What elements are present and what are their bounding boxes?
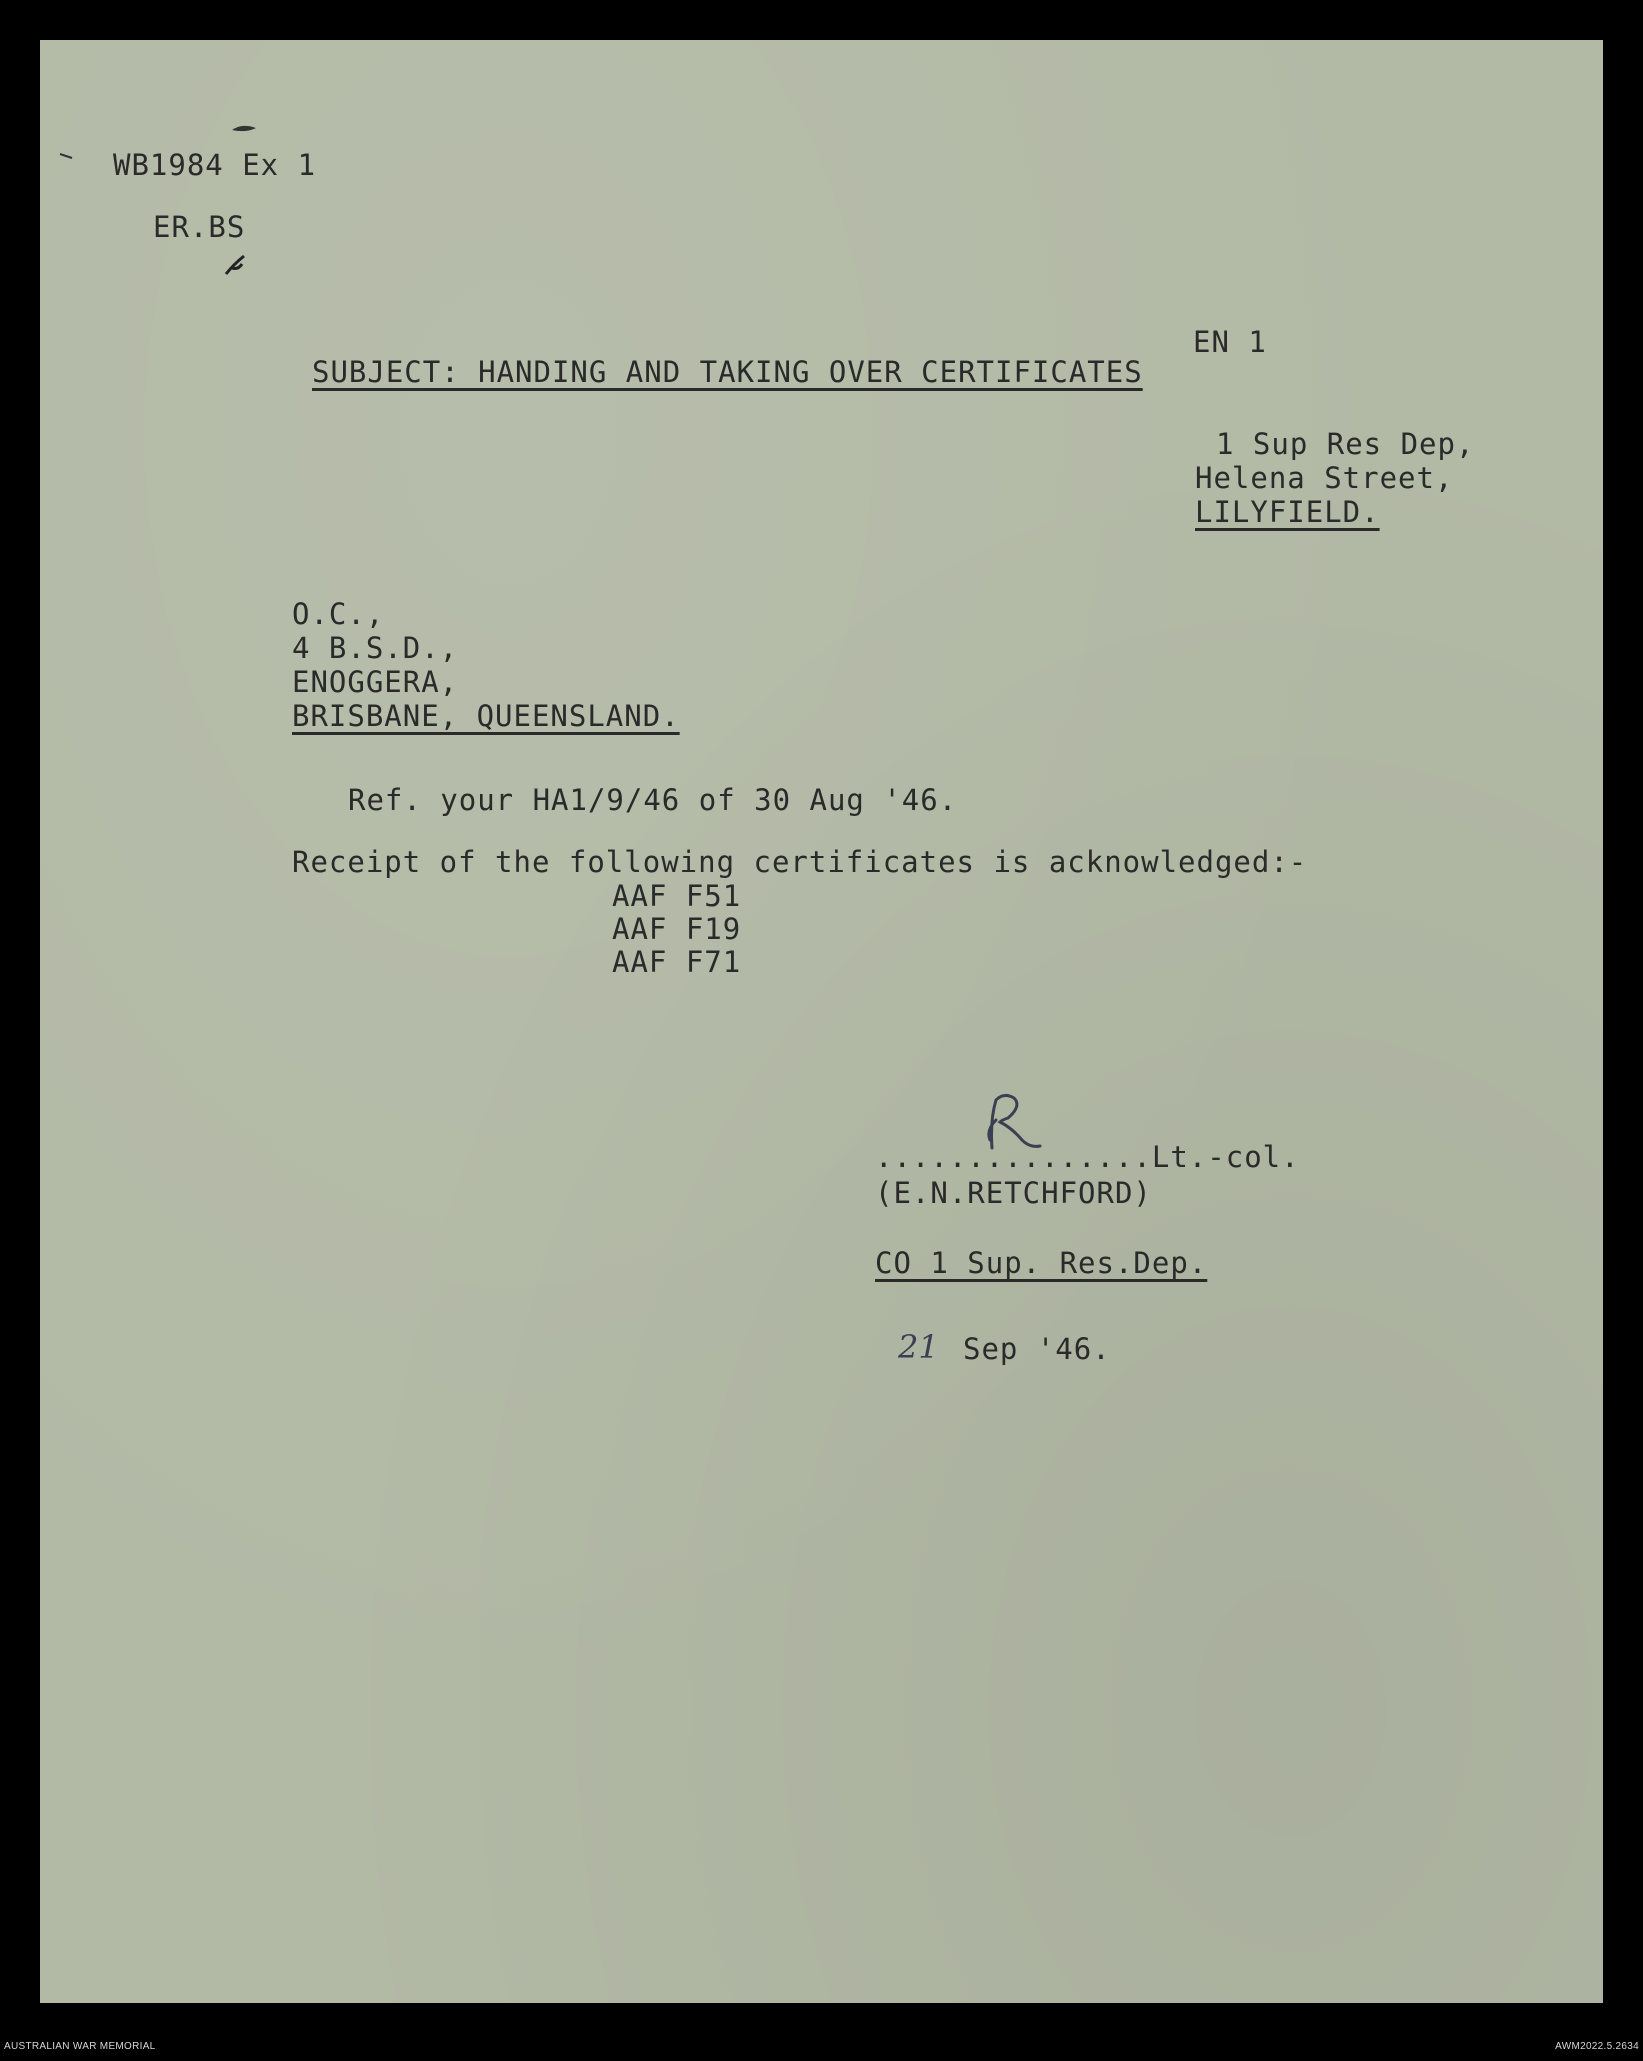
signatory-name: (E.N.RETCHFORD) xyxy=(875,1176,1152,1210)
recipient-address-line: ENOGGERA, xyxy=(292,665,459,699)
sender-address-line: LILYFIELD. xyxy=(1195,495,1380,529)
certificate-item: AAF F51 xyxy=(612,879,742,913)
reference-line: Ref. your HA1/9/46 of 30 Aug '46. xyxy=(348,783,958,817)
ink-mark-left xyxy=(58,150,78,162)
certificate-item: AAF F19 xyxy=(612,912,742,946)
ink-speck-top xyxy=(226,120,266,140)
pen-tick-mark xyxy=(222,250,252,280)
subject-line: SUBJECT: HANDING AND TAKING OVER CERTIFICATES xyxy=(312,355,1143,389)
recipient-address-line: BRISBANE, QUEENSLAND. xyxy=(292,699,680,733)
sender-address-line: 1 Sup Res Dep, xyxy=(1216,427,1475,461)
enclosure-number: EN 1 xyxy=(1193,325,1267,359)
recipient-address-line: 4 B.S.D., xyxy=(292,631,459,665)
date-month-year: Sep '46. xyxy=(963,1332,1111,1366)
signature-line: ...............Lt.-col. xyxy=(875,1140,1300,1174)
signatory-title: CO 1 Sup. Res.Dep. xyxy=(875,1246,1208,1280)
sender-address-line: Helena Street, xyxy=(1195,461,1454,495)
document-page xyxy=(40,40,1603,2003)
certificate-item: AAF F71 xyxy=(612,945,742,979)
typist-initials: ER.BS xyxy=(153,210,246,244)
receipt-line: Receipt of the following certificates is acknowledged:- xyxy=(292,845,1308,879)
file-reference: WB1984 Ex 1 xyxy=(113,148,317,182)
recipient-address-line: O.C., xyxy=(292,597,385,631)
footer-institution: AUSTRALIAN WAR MEMORIAL xyxy=(4,2041,156,2052)
handwritten-date-day: 21 xyxy=(898,1328,939,1366)
footer-accession-number: AWM2022.5.2634 xyxy=(1555,2041,1639,2052)
